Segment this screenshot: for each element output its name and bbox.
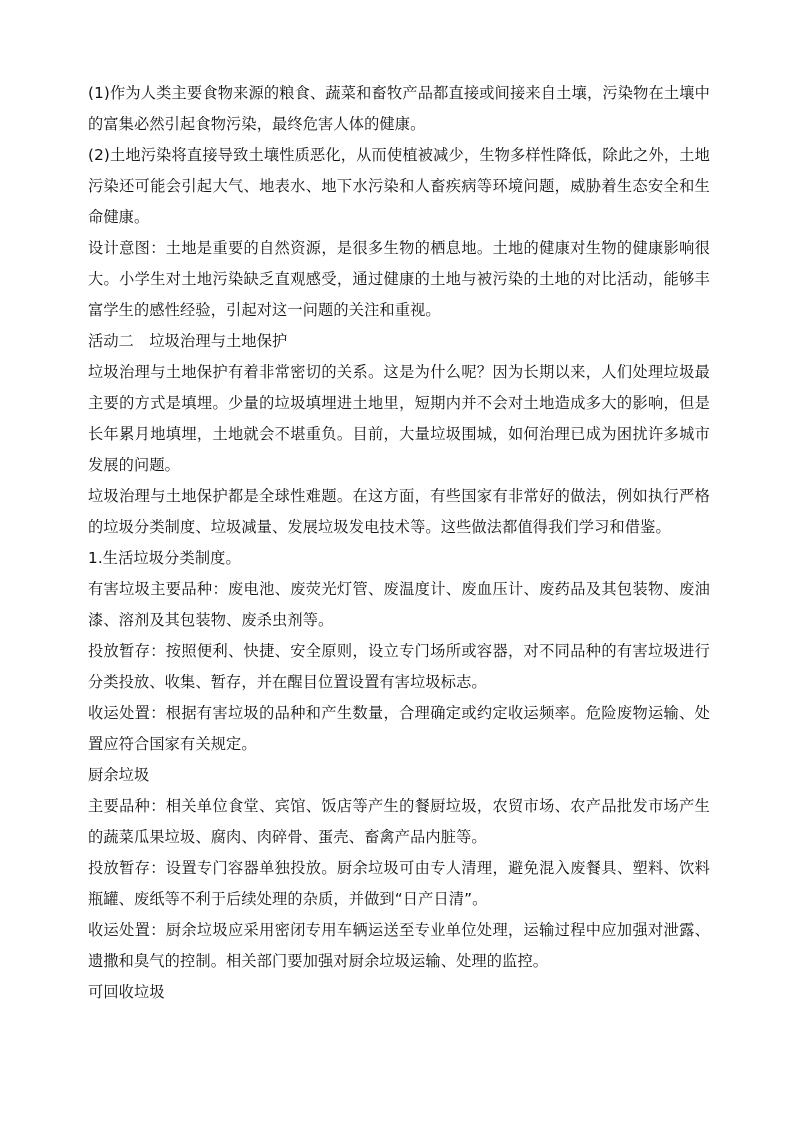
- paragraph-landfill: 垃圾治理与土地保护有着非常密切的关系。这是为什么呢？因为长期以来，人们处理垃圾最主要的方式是填埋。少量的垃圾填埋进土地里，短期内并不会对土地造成多大的影响，但是长年累月地填埋，土地就会不堪重负。目前，大量垃圾围城，如何治理已成为困扰许多城市发展的问题。: [88, 363, 710, 474]
- paragraph-kitchen-disposal: 收运处置：厨余垃圾应采用密闭专用车辆运送至专业单位处理，运输过程中应加强对泄露、遗撒和臭气的控制。相关部门要加强对厨余垃圾运输、处理的监控。: [88, 921, 710, 970]
- paragraph-food-pollution: (1)作为人类主要食物来源的粮食、蔬菜和畜牧产品都直接或间接来自土壤，污染物在土壤中的富集必然引起食物污染，最终危害人体的健康。: [88, 84, 710, 133]
- paragraph-hazardous-storage: 投放暂存：按照便利、快捷、安全原则，设立专门场所或容器，对不同品种的有害垃圾进行分类投放、收集、暂存，并在醒目位置设置有害垃圾标志。: [88, 642, 710, 691]
- heading-activity-two: 活动二 垃圾治理与土地保护: [88, 332, 288, 350]
- paragraph-kitchen-types: 主要品种：相关单位食堂、宾馆、饭店等产生的餐厨垃圾，农贸市场、农产品批发市场产生的蔬菜瓜果垃圾、腐肉、肉碎骨、蛋壳、畜禽产品内脏等。: [88, 797, 710, 846]
- heading-sorting-system: 1.生活垃圾分类制度。: [88, 549, 241, 567]
- paragraph-design-intent: 设计意图：土地是重要的自然资源，是很多生物的栖息地。土地的健康对生物的健康影响很大。小学生对土地污染缺乏直观感受，通过健康的土地与被污染的土地的对比活动，能够丰富学生的感性经验，引起对这一问题的关注和重视。: [88, 239, 710, 319]
- paragraph-global-problem: 垃圾治理与土地保护都是全球性难题。在这方面，有些国家有非常好的做法，例如执行严格的垃圾分类制度、垃圾减量、发展垃圾发电技术等。这些做法都值得我们学习和借鉴。: [88, 487, 710, 536]
- paragraph-soil-degradation: (2)土地污染将直接导致土壤性质恶化，从而使植被减少，生物多样性降低，除此之外，土地污染还可能会引起大气、地表水、地下水污染和人畜疾病等环境问题，威胁着生态安全和生命健康。: [88, 146, 710, 226]
- paragraph-hazardous-disposal: 收运处置：根据有害垃圾的品种和产生数量，合理确定或约定收运频率。危险废物运输、处置应符合国家有关规定。: [88, 704, 710, 753]
- paragraph-kitchen-storage: 投放暂存：设置专门容器单独投放。厨余垃圾可由专人清理，避免混入废餐具、塑料、饮料瓶罐、废纸等不利于后续处理的杂质，并做到“日产日清”。: [88, 859, 710, 908]
- heading-kitchen-waste: 厨余垃圾: [88, 766, 150, 784]
- heading-recyclable-waste: 可回收垃圾: [88, 983, 165, 1001]
- document-body: [88, 78, 710, 1008]
- paragraph-hazardous-types: 有害垃圾主要品种：废电池、废荧光灯管、废温度计、废血压计、废药品及其包装物、废油漆、溶剂及其包装物、废杀虫剂等。: [88, 580, 710, 629]
